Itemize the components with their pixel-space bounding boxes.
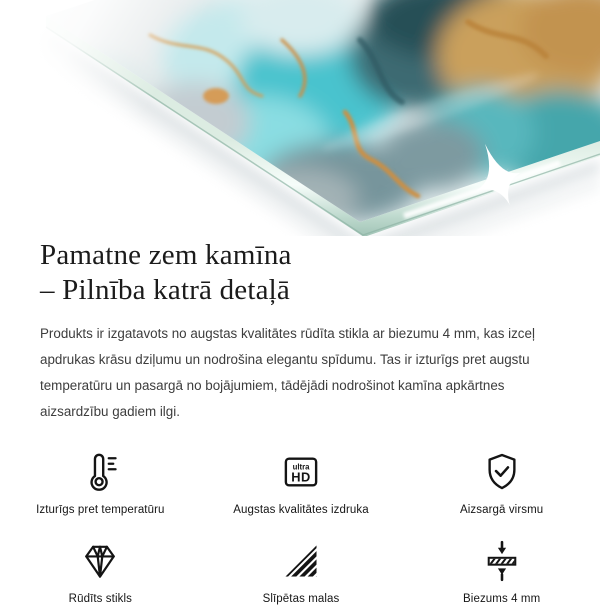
feature-polished-edges: [201, 538, 402, 605]
feature-label: Izturīgs pret temperatūru: [36, 504, 165, 516]
content-section: [0, 236, 600, 605]
feature-heat-resistant: [0, 449, 201, 516]
ultra-hd-icon-text-top: ultra: [292, 462, 310, 472]
thickness-icon: [480, 538, 524, 584]
product-description: Produkts ir izgatavots no augstas kvalitātes rūdīta stikla ar biezumu 4 mm, kas izceļ apdrukas krāsu dziļumu un nodrošina elegantu spīdumu. Tas ir izturīgs pret augstu temperatūru un pasargā no bojājumiem, tādējādi nodrošinot kamīna apkārtnes aizsardzību gadiem ilgi.: [40, 326, 535, 419]
hero-product-image: [0, 0, 600, 236]
feature-grid: [0, 449, 600, 605]
ultra-hd-icon: [279, 449, 323, 495]
diamond-icon: [78, 538, 122, 584]
shield-check-icon: [480, 449, 524, 495]
glass-panel-artwork: [0, 0, 600, 236]
feature-ultra-hd-print: [201, 449, 402, 516]
feature-label: Slīpētas malas: [262, 593, 340, 605]
feature-label: Biezums 4 mm: [463, 593, 541, 605]
thermometer-icon: [78, 449, 122, 495]
page-title-line2: – Pilnība katrā detaļā: [40, 274, 291, 306]
page-title-line1: Pamatne zem kamīna: [40, 239, 292, 271]
ultra-hd-icon-text-bottom: HD: [291, 469, 311, 485]
beveled-edges-icon: [279, 538, 323, 584]
white-fade-overlay: [0, 0, 600, 236]
page-title: [40, 238, 562, 308]
feature-label: Aizsargā virsmu: [460, 504, 544, 516]
feature-protects-surface: [401, 449, 600, 516]
feature-label: Augstas kvalitātes izdruka: [233, 504, 369, 516]
feature-thickness: [401, 538, 600, 605]
feature-tempered-glass: [0, 538, 201, 605]
feature-label: Rūdīts stikls: [68, 593, 132, 605]
